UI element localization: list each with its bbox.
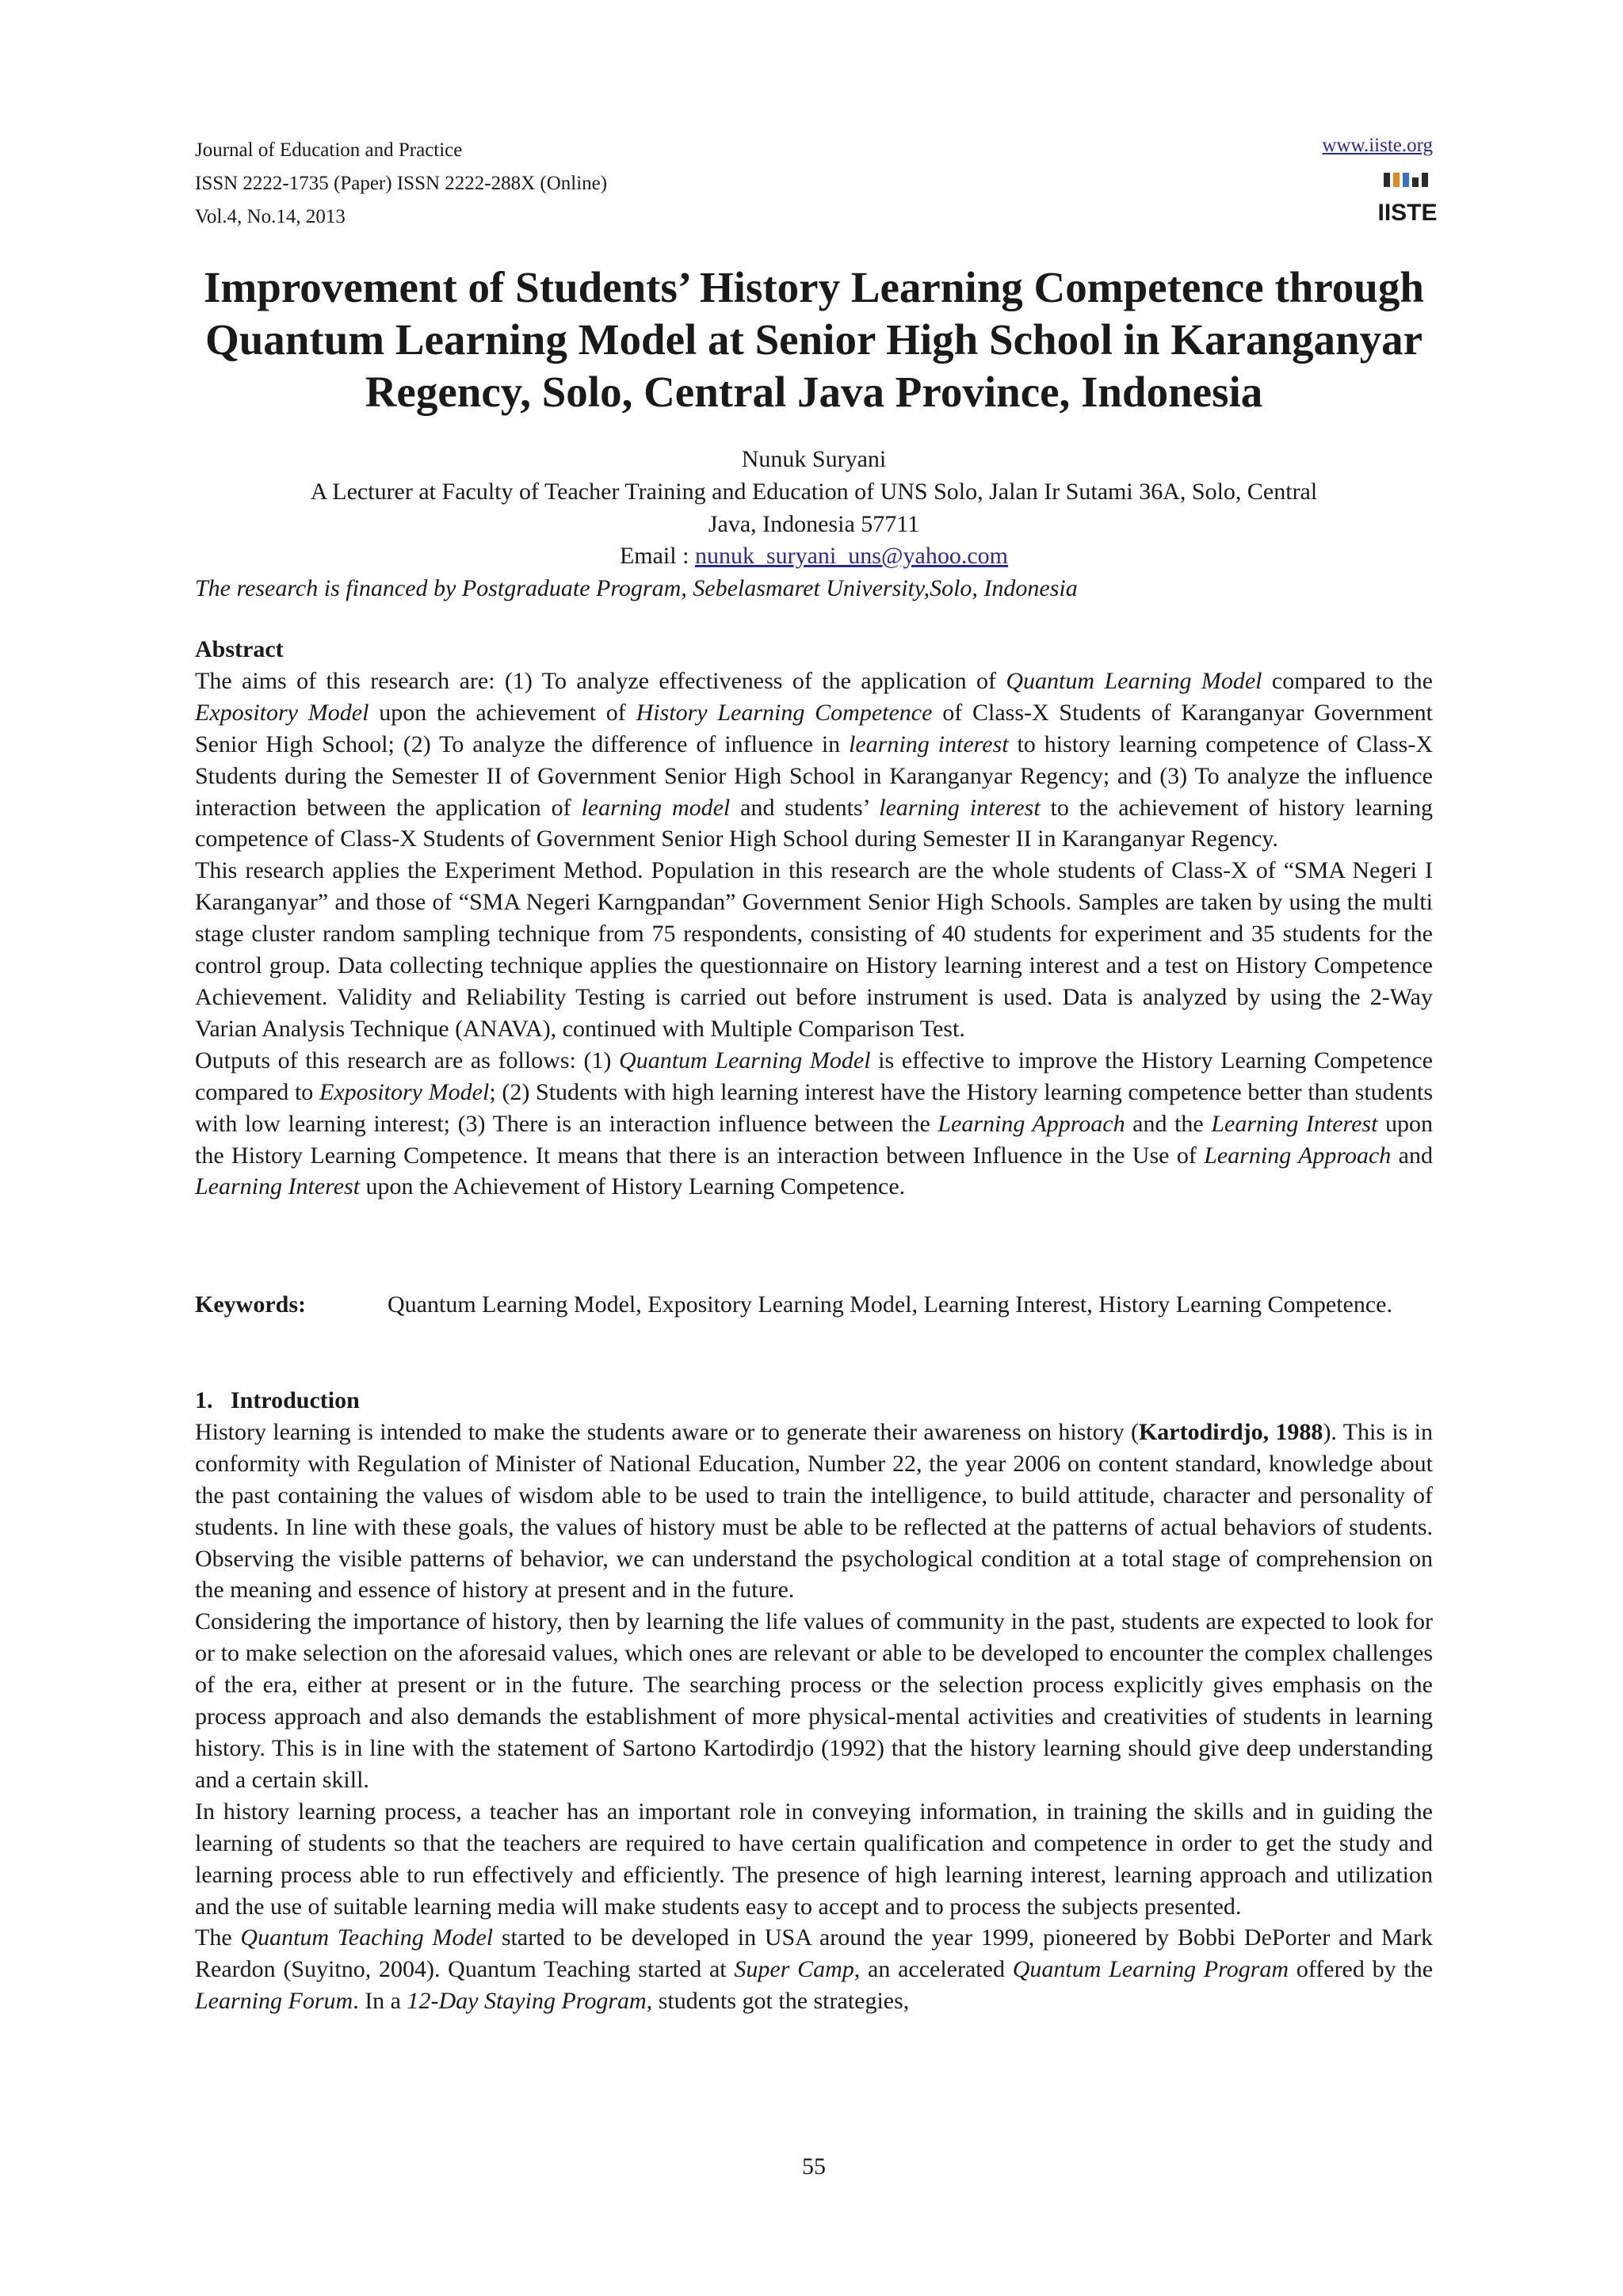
- abstract-paragraph: [195, 1045, 1433, 1203]
- emphasis-text: Quantum Learning Program: [1012, 1956, 1289, 1983]
- text-run: and: [1391, 1142, 1433, 1169]
- emphasis-text: Learning Interest: [195, 1173, 361, 1200]
- title-line: Quantum Learning Model at Senior High School in Karanganyar: [204, 315, 1423, 364]
- introduction-paragraph: [195, 1606, 1433, 1795]
- keywords-label: Keywords:: [195, 1291, 306, 1318]
- abstract-section: [195, 634, 1433, 1203]
- text-run: upon the History Learning Competence. It means that there is an interaction between Influence in the Use of: [195, 1110, 1434, 1169]
- emphasis-text: Learning Forum: [195, 1988, 353, 2015]
- text-run: started to be developed in USA around the year 1999, pioneered by Bobbi DePorter and Mark Reardon (Suyitno, 2004). Quantum Teaching started at: [195, 1924, 1434, 1983]
- text-run: History learning is intended to make the students aware or to generate their awareness on history (: [195, 1418, 1139, 1445]
- author-email-link[interactable]: nunuk_suryani_uns@yahoo.com: [694, 543, 1009, 569]
- emphasis-text: Learning Approach: [938, 1110, 1125, 1137]
- emphasis-text: Expository Model: [195, 699, 369, 726]
- abstract-paragraph: [195, 666, 1433, 855]
- text-run: The: [195, 1924, 241, 1951]
- emphasis-text: Quantum Teaching Model: [240, 1924, 494, 1951]
- emphasis-text: Learning Approach: [1204, 1142, 1392, 1169]
- emphasis-text: Learning Interest: [1211, 1110, 1378, 1137]
- author-email-line: [195, 540, 1433, 572]
- text-run: ). This is in conformity with Regulation of Minister of National Education, Number 22, the year 2006 on content standard, knowledge about the past containing the values of wisdom able to be used to train the intelligence, to build attitude, character and personality of students. In line with these goals, the values of history must be able to be reflected at the patterns of actual behaviors of students. Observing the visible patterns of behavior, we can understand the psychological condition at a total stage of comprehension on the meaning and essence of history at present and in the future.: [195, 1418, 1434, 1604]
- emphasis-text: Super Camp: [734, 1956, 854, 1983]
- text-run: is effective to improve the History Learning Competence compared to: [195, 1047, 1433, 1105]
- introduction-paragraph: [195, 1796, 1433, 1923]
- text-run: In history learning process, a teacher has an important role in conveying information, in training the skills and in guiding the learning of students so that the teachers are required to have certain qualification and competence in order to get the study and learning process able to run effectively and efficiently. The presence of high learning interest, learning approach and utilization and the use of suitable learning media will make students easy to accept and to process the subjects presented.: [195, 1798, 1433, 1920]
- text-run: offered by the: [1289, 1956, 1434, 1983]
- text-run: and the: [1125, 1110, 1212, 1137]
- emphasis-text: 12-Day Staying Program,: [407, 1988, 653, 2015]
- text-run: Considering the importance of history, then by learning the life values of community in the past, students are expected to look for or to make selection on the aforesaid values, which ones are relevant or able to be developed to encounter the complex challenges of the era, either at present or in the future. The searching process or the selection process explicitly gives emphasis on the process approach and also demands the establishment of more physical-mental activities and creativities of students in learning history. This is in line with the statement of Sartono Kartodirdjo (1992) that the history learning should give deep understanding and a certain skill.: [195, 1608, 1433, 1793]
- funding-note: The research is financed by Postgraduate Program, Sebelasmaret University,Solo, Indonesia: [195, 575, 1078, 601]
- text-run: students got the strategies,: [652, 1988, 910, 2015]
- text-run: The aims of this research are: (1) To analyze effectiveness of the application of: [195, 667, 1006, 694]
- journal-website-link[interactable]: www.iiste.org: [1322, 135, 1433, 156]
- journal-name: Journal of Education and Practice: [195, 139, 463, 161]
- introduction-paragraph: [195, 1922, 1433, 2017]
- introduction-paragraph: [195, 1417, 1433, 1606]
- text-run: to the achievement of history learning competence of Class-X Students of Government Senior High School during Semester II in Karanganyar Regency.: [195, 794, 1433, 852]
- text-run: ; (2) Students with high learning interest have the History learning competence better than students with low learning interest; (3) There is an interaction influence between the: [195, 1078, 1433, 1137]
- emphasis-text: learning interest: [849, 730, 1009, 757]
- text-run: compared to the: [1262, 667, 1433, 694]
- emphasis-text: Quantum Learning Model: [1006, 667, 1262, 694]
- text-run: , an accelerated: [854, 1956, 1013, 1983]
- emphasis-text: learning interest: [879, 794, 1041, 821]
- citation-bold: Kartodirdjo, 1988: [1138, 1418, 1323, 1445]
- author-affiliation-line2: Java, Indonesia 57711: [708, 511, 920, 537]
- keywords-text: Quantum Learning Model, Expository Learning Model, Learning Interest, History Learning Competence.: [388, 1291, 1392, 1318]
- iiste-logo-icon: [1377, 170, 1438, 227]
- abstract-paragraph: [195, 855, 1433, 1044]
- email-label: Email :: [619, 543, 695, 569]
- page-number: 55: [802, 2153, 826, 2180]
- text-run: . In a: [353, 1988, 407, 2015]
- text-run: upon the Achievement of History Learning Competence.: [360, 1173, 906, 1200]
- emphasis-text: History Learning Competence: [636, 699, 933, 726]
- text-run: of Class-X Students of Karanganyar Government Senior High School; (2) To analyze the difference of influence in: [195, 699, 1433, 757]
- text-run: upon the achievement of: [369, 699, 636, 726]
- text-run: Outputs of this research are as follows: (1): [195, 1047, 620, 1074]
- introduction-section: [195, 1385, 1433, 2017]
- text-run: This research applies the Experiment Method. Population in this research are the whole students of Class-X of “SMA Negeri I Karanganyar” and those of “SMA Negeri Karngpandan” Government Senior High Schools. Samples are taken by using the multi stage cluster random sampling technique from 75 respondents, consisting of 40 students for experiment and 35 students for the control group. Data collecting technique applies the questionnaire on History learning interest and a test on History Competence Achievement. Validity and Reliability Testing is carried out before instrument is used. Data is analyzed by using the 2-Way Varian Analysis Technique (ANAVA), continued with Multiple Comparison Test.: [195, 857, 1433, 1042]
- journal-issn: ISSN 2222-1735 (Paper) ISSN 2222-288X (Online): [195, 173, 608, 194]
- svg-text:IISTE: IISTE: [1377, 200, 1438, 226]
- emphasis-text: Quantum Learning Model: [619, 1047, 871, 1074]
- text-run: to history learning competence of Class-X Students during the Semester II of Government Senior High School in Karanganyar Regency; and (3) To analyze the influence interaction between the application of: [195, 730, 1433, 821]
- title-line: Improvement of Students’ History Learning Competence through: [204, 263, 1424, 311]
- text-run: and students’: [730, 794, 880, 821]
- author-name: Nunuk Suryani: [741, 446, 887, 472]
- author-affiliation: A Lecturer at Faculty of Teacher Training and Education of UNS Solo, Jalan Ir Sutami 36A, Solo, Central: [310, 479, 1318, 505]
- emphasis-text: learning model: [581, 794, 731, 821]
- emphasis-text: Expository Model: [319, 1078, 490, 1105]
- introduction-heading: 1. Introduction: [195, 1387, 360, 1413]
- paper-title: [195, 261, 1433, 418]
- abstract-heading: Abstract: [195, 636, 284, 662]
- title-line: Regency, Solo, Central Java Province, Indonesia: [365, 368, 1263, 416]
- paper-page: [195, 0, 1438, 2296]
- journal-volume: Vol.4, No.14, 2013: [195, 206, 346, 227]
